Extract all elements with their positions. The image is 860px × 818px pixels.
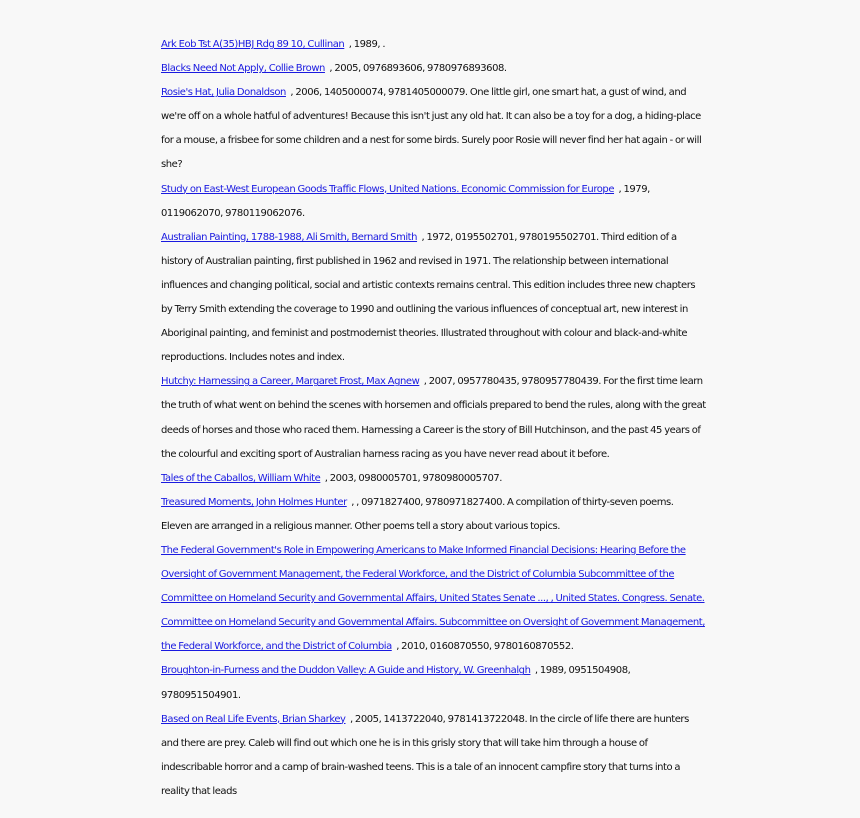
book-entry <box>161 539 706 659</box>
book-link[interactable]: Rosie's Hat, Julia Donaldson <box>161 87 286 99</box>
book-link[interactable]: Tales of the Caballos, William White <box>161 472 321 484</box>
book-entry <box>161 708 706 804</box>
book-details: , 2003, 0980005701, 9780980005707. <box>322 472 503 484</box>
book-details: , 2010, 0160870550, 9780160870552. <box>394 641 574 653</box>
book-entry <box>161 659 706 707</box>
book-entry <box>161 467 706 491</box>
book-details: , , 0971827400, 9780971827400. A compilation of thirty-seven poems. Eleven are arranged in a religious manner. Other poems tell a story about various topics. <box>161 496 674 532</box>
book-details: , 2005, 1413722040, 9781413722048. In the circle of life there are hunters and there are prey. Caleb will find out which one he is in this grisly story that will take him through a house of indescribable horror and a camp of brain-washed teens. This is a tale of an innocent campfire story that turns into a reality that leads <box>161 713 689 797</box>
book-entry <box>161 370 706 466</box>
book-details: , 1989, . <box>346 39 386 50</box>
book-entry <box>161 178 706 226</box>
book-details: , 1989, 0951504908, 9780951504901. <box>161 665 631 701</box>
book-details: , 2007, 0957780435, 9780957780439. For the first time learn the truth of what went on behind the scenes with horsemen and officials prepared to bend the rules, along with the great deeds of horses and those who raced them. Harnessing a Career is the story of Bill Hutchinson, and the past 45 years of the colourful and exciting sport of Australian harness racing as you have never read about it before. <box>161 376 706 460</box>
book-link[interactable]: Treasured Moments, John Holmes Hunter <box>161 496 347 508</box>
book-details: , 1979, 0119062070, 9780119062076. <box>161 183 650 219</box>
book-link[interactable]: Based on Real Life Events, Brian Sharkey <box>161 713 346 725</box>
book-details: , 1972, 0195502701, 9780195502701. Third edition of a history of Australian painting, first published in 1962 and revised in 1971. The relationship between international influences and changing political, social and artistic contexts remains central. This edition includes three new chapters by Terry Smith extending the coverage to 1990 and outlining the various influences of conceptual art, new interest in Aboriginal painting, and feminist and postmodernist theories. Illustrated throughout with colour and black-and-white reproductions. Includes notes and index. <box>161 231 696 364</box>
book-link[interactable]: The Federal Government's Role in Empowering Americans to Make Informed Financial Decisions: Hearing Before the Oversight of Government Management, the Federal Workforce, and the District of Columbia Subcommittee of the Committee on Homeland Security and Governmental Affairs, United States Senate ..., , United States. Congress. Senate. Committee on Homeland Security and Governmental Affairs. Subcommittee on Oversight of Government Management, the Federal Workforce, and the District of Columbia <box>161 544 705 653</box>
book-entry <box>161 491 706 539</box>
book-entry <box>161 57 706 81</box>
book-entry <box>161 33 706 57</box>
book-link[interactable]: Blacks Need Not Apply, Collie Brown <box>161 63 325 75</box>
book-details: , 2005, 0976893606, 9780976893608. <box>327 63 507 75</box>
book-link[interactable]: Hutchy: Harnessing a Career, Margaret Frost, Max Agnew <box>161 376 420 388</box>
book-link[interactable]: Broughton-in-Furness and the Duddon Valley: A Guide and History, W. Greenhalgh <box>161 665 531 677</box>
book-listing <box>161 33 706 804</box>
book-entry <box>161 226 706 371</box>
book-link[interactable]: Study on East-West European Goods Traffic Flows, United Nations. Economic Commission for Europe <box>161 183 615 195</box>
book-details: , 2006, 1405000074, 9781405000079. One little girl, one smart hat, a gust of wind, and we're off on a whole hatful of adventures! Because this isn't just any old hat. It can also be a toy for a dog, a hiding-place for a mouse, a frisbee for some children and a nest for some birds. Surely poor Rosie will never find her hat again - or will she? <box>161 87 702 171</box>
book-entry <box>161 81 706 177</box>
book-link[interactable]: Australian Painting, 1788-1988, Ali Smith, Bernard Smith <box>161 231 418 243</box>
book-link[interactable]: Ark Eob Tst A(35)HBJ Rdg 89 10, Cullinan <box>161 39 345 50</box>
